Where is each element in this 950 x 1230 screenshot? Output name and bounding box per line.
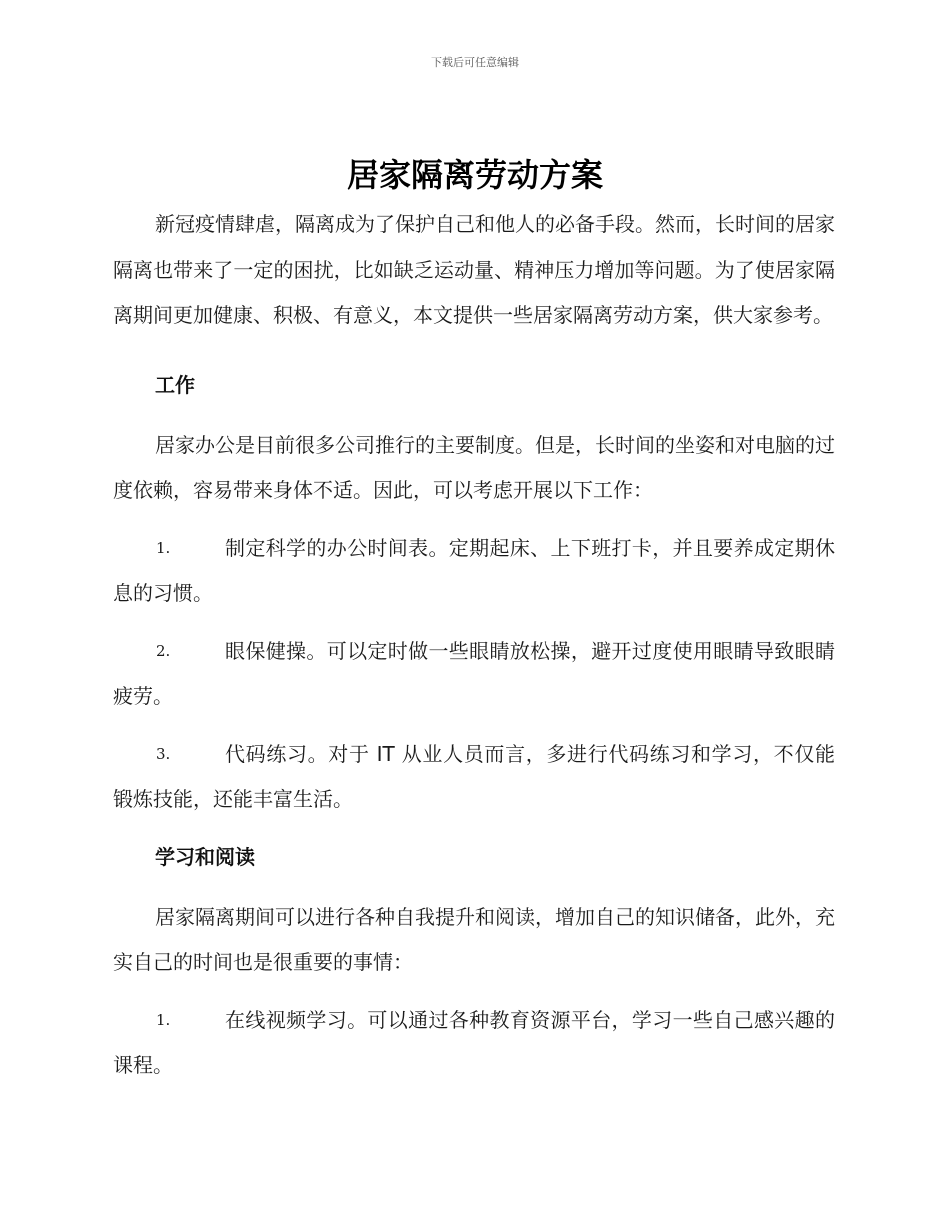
list-item-text: 代码练习。对于 IT 从业人员而言，多进行代码练习和学习，不仅能锻炼技能，还能丰富生活。 <box>113 741 835 811</box>
spacer <box>113 880 835 895</box>
spacer <box>113 986 835 998</box>
list-number: 2. <box>156 641 171 660</box>
list-item <box>113 998 835 1089</box>
spacer <box>113 514 835 526</box>
list-item-text: 制定科学的办公时间表。定期起床、上下班打卡，并且要养成定期休息的习惯。 <box>113 535 835 605</box>
section-heading-study: 学习和阅读 <box>155 844 255 869</box>
spacer <box>113 408 835 423</box>
list-item <box>113 732 835 823</box>
section-work-intro: 居家办公是目前很多公司推行的主要制度。但是，长时间的坐姿和对电脑的过度依赖，容易带来身体不适。因此，可以考虑开展以下工作： <box>113 432 835 502</box>
header-note: 下载后可任意编辑 <box>431 56 519 69</box>
spacer <box>113 339 835 363</box>
list-number: 3. <box>156 744 171 763</box>
list-number: 1. <box>156 538 171 557</box>
list-item <box>113 629 835 720</box>
list-item-text: 在线视频学习。可以通过各种教育资源平台，学习一些自己感兴趣的课程。 <box>113 1007 835 1077</box>
document-title: 居家隔离劳动方案 <box>346 156 603 194</box>
list-number: 1. <box>156 1010 171 1029</box>
section-heading-work: 工作 <box>155 372 195 397</box>
list-item <box>113 526 835 617</box>
intro-paragraph: 新冠疫情肆虐，隔离成为了保护自己和他人的必备手段。然而，长时间的居家隔离也带来了一定的困扰，比如缺乏运动量、精神压力增加等问题。为了使居家隔离期间更加健康、积极、有意义，本文提供一些居家隔离劳动方案，供大家参考。 <box>113 212 835 327</box>
document-body <box>113 202 835 1089</box>
list-item-text: 眼保健操。可以定时做一些眼睛放松操，避开过度使用眼睛导致眼睛疲劳。 <box>113 638 835 708</box>
section-study-intro: 居家隔离期间可以进行各种自我提升和阅读，增加自己的知识储备，此外，充实自己的时间也是很重要的事情： <box>113 904 835 974</box>
spacer <box>113 720 835 732</box>
spacer <box>113 617 835 629</box>
spacer <box>113 823 835 835</box>
